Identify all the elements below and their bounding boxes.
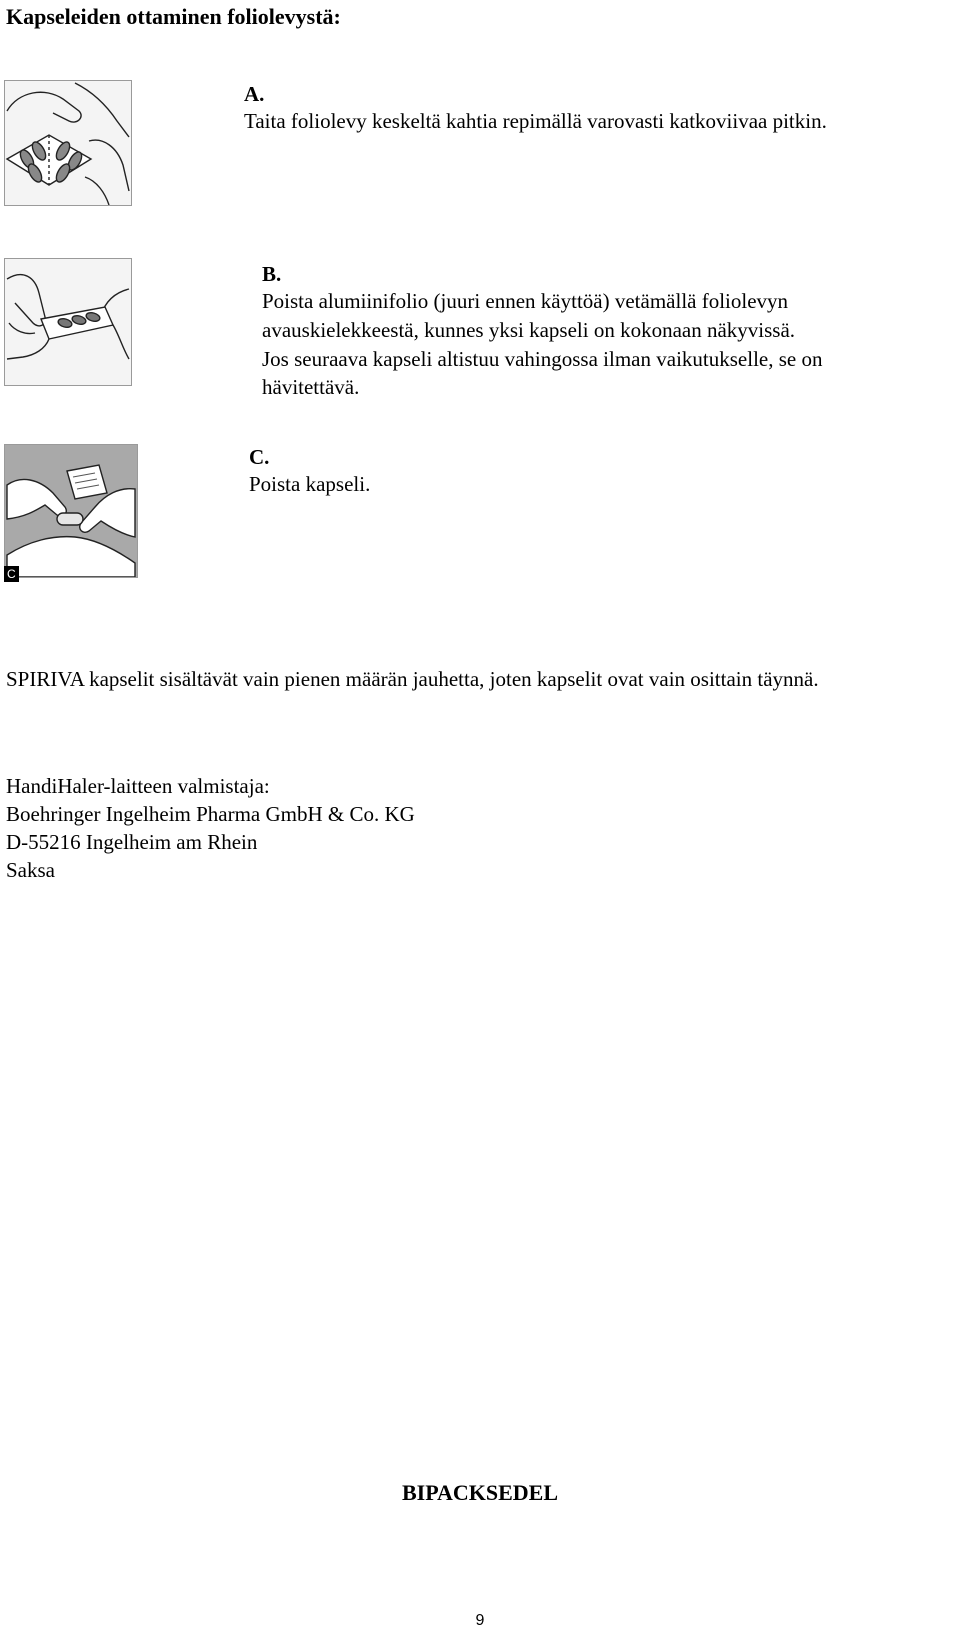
manufacturer-address: D-55216 Ingelheim am Rhein <box>6 830 258 854</box>
hands-peeling-foil-icon <box>5 259 131 385</box>
section-title: Kapseleiden ottaminen foliolevystä: <box>6 4 341 29</box>
step-b-text-line-1: Poista alumiinifolio (juuri ennen käyttöä) vetämällä foliolevyn <box>262 289 789 313</box>
step-b-text-line-3: Jos seuraava kapseli altistuu vahingossa ilman vaikutukselle, se on <box>262 347 823 371</box>
step-b-illustration <box>4 258 132 386</box>
step-b-text-line-4: hävitettävä. <box>262 375 360 399</box>
page-number: 9 <box>475 1612 485 1629</box>
footer-heading: BIPACKSEDEL <box>401 1480 559 1505</box>
manufacturer-name: Boehringer Ingelheim Pharma GmbH & Co. KG <box>6 802 415 826</box>
manufacturer-country: Saksa <box>6 858 55 882</box>
step-b-text-line-2: avauskielekkeestä, kunnes yksi kapseli on kokonaan näkyvissä. <box>262 318 796 342</box>
capsule-note: SPIRIVA kapselit sisältävät vain pienen määrän jauhetta, joten kapselit ovat vain osittain täynnä. <box>6 667 819 691</box>
hands-removing-capsule-icon <box>5 445 137 577</box>
step-c-figure-tag: C <box>4 566 19 582</box>
step-c-text: Poista kapseli. <box>249 472 371 496</box>
step-a-illustration <box>4 80 132 206</box>
step-c-letter: C. <box>249 445 270 469</box>
hands-folding-blister-icon <box>5 81 131 205</box>
step-a-letter: A. <box>244 82 265 106</box>
step-b-letter: B. <box>262 262 282 286</box>
step-a-text: Taita foliolevy keskeltä kahtia repimällä varovasti katkoviivaa pitkin. <box>244 109 827 133</box>
manufacturer-heading: HandiHaler-laitteen valmistaja: <box>6 774 270 798</box>
step-c-illustration <box>4 444 138 578</box>
